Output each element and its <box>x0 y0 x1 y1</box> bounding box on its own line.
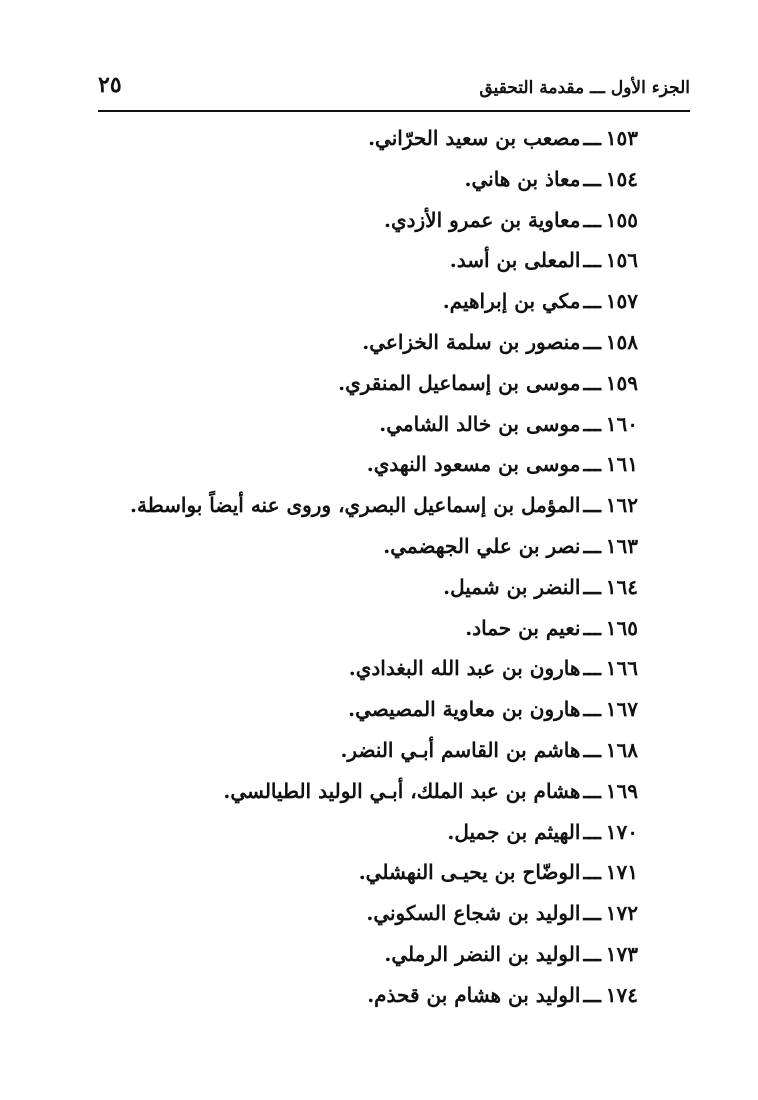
entry-dash: ـــ <box>583 207 601 232</box>
list-item <box>78 281 638 322</box>
entry-number: ١٦٧ <box>605 697 638 722</box>
entry-dash: ـــ <box>583 411 601 436</box>
entry-dash: ـــ <box>583 819 601 844</box>
entry-dash: ـــ <box>583 860 601 885</box>
entry-number: ١٦٦ <box>605 656 638 681</box>
entry-number: ١٦٨ <box>605 737 638 762</box>
entry-dash: ـــ <box>583 697 601 722</box>
entry-number: ١٥٣ <box>605 126 638 150</box>
list-item <box>78 444 638 485</box>
list-item <box>78 159 638 200</box>
entry-name: مكي بن إبراهيم. <box>442 289 581 314</box>
entry-dash: ـــ <box>583 615 601 640</box>
entry-number: ١٦١ <box>605 452 638 477</box>
entry-dash: ـــ <box>583 289 601 314</box>
entry-number: ١٧٤ <box>605 982 638 1007</box>
entry-number: ١٧٣ <box>605 941 638 966</box>
entry-dash: ـــ <box>583 126 601 150</box>
entry-number: ١٥٤ <box>605 166 638 191</box>
entry-number: ١٥٥ <box>605 207 638 232</box>
entry-dash: ـــ <box>583 370 601 395</box>
list-item <box>78 771 638 812</box>
header-rule <box>98 110 690 112</box>
entry-number: ١٦٣ <box>605 533 638 558</box>
entry-dash: ـــ <box>583 166 601 191</box>
entry-name: الوليد بن هشام بن قحذم. <box>367 982 581 1007</box>
entry-dash: ـــ <box>583 452 601 477</box>
entry-name: هشام بن عبد الملك، أبـي الوليد الطيالسي. <box>223 778 581 803</box>
entry-number: ١٧١ <box>605 860 638 885</box>
page-header <box>98 72 690 106</box>
running-title: الجزء الأول ـــ مقدمة التحقيق <box>479 78 690 98</box>
entry-name: المعلى بن أسد. <box>449 248 581 273</box>
entry-name: المؤمل بن إسماعيل البصري، وروى عنه أيضاً بواسطة. <box>130 493 581 518</box>
page-number: ٢٥ <box>98 72 122 98</box>
entry-name: مصعب بن سعيد الحرّاني. <box>368 126 581 150</box>
list-item <box>78 363 638 404</box>
entry-name: الهيثم بن جميل. <box>447 819 581 844</box>
entry-number: ١٦٩ <box>605 778 638 803</box>
entry-name: الوليد بن النضر الرملي. <box>384 941 581 966</box>
entry-dash: ـــ <box>583 941 601 966</box>
list-item <box>78 934 638 975</box>
list-item <box>78 322 638 363</box>
entry-dash: ـــ <box>583 574 601 599</box>
entry-dash: ـــ <box>583 982 601 1007</box>
entry-dash: ـــ <box>583 329 601 354</box>
list-item <box>78 852 638 893</box>
entry-number: ١٦٠ <box>605 411 638 436</box>
list-item <box>78 975 638 1016</box>
entry-name: موسى بن مسعود النهدي. <box>366 452 581 477</box>
entry-name: هارون بن عبد الله البغدادي. <box>348 656 581 681</box>
list-item <box>78 526 638 567</box>
entry-dash: ـــ <box>583 533 601 558</box>
list-item <box>78 812 638 853</box>
entry-name: معاوية بن عمرو الأزدي. <box>384 207 581 232</box>
list-item <box>78 200 638 241</box>
entry-name: معاذ بن هاني. <box>464 166 581 191</box>
entry-name: الوضّاح بن يحيـى النهشلي. <box>358 860 581 885</box>
entry-dash: ـــ <box>583 901 601 926</box>
entry-number: ١٥٧ <box>605 289 638 314</box>
entry-name: موسى بن إسماعيل المنقري. <box>338 370 581 395</box>
entry-name: هارون بن معاوية المصيصي. <box>348 697 581 722</box>
entry-number: ١٧٠ <box>605 819 638 844</box>
entry-number: ١٥٨ <box>605 329 638 354</box>
entry-dash: ـــ <box>583 778 601 803</box>
list-item <box>78 608 638 649</box>
entry-name: منصور بن سلمة الخزاعي. <box>362 329 581 354</box>
list-item <box>78 240 638 281</box>
list-item <box>78 648 638 689</box>
list-item <box>78 404 638 445</box>
entry-number: ١٥٦ <box>605 248 638 273</box>
narrator-list <box>78 118 638 1016</box>
entry-dash: ـــ <box>583 656 601 681</box>
list-item <box>78 689 638 730</box>
entry-name: هاشم بن القاسم أبـي النضر. <box>340 737 581 762</box>
entry-dash: ـــ <box>583 737 601 762</box>
entry-number: ١٧٢ <box>605 901 638 926</box>
entry-name: النضر بن شميل. <box>443 574 581 599</box>
entry-name: موسى بن خالد الشامي. <box>379 411 581 436</box>
entry-dash: ـــ <box>583 248 601 273</box>
entry-dash: ـــ <box>583 493 601 518</box>
entry-name: نصر بن علي الجهضمي. <box>383 533 581 558</box>
entry-number: ١٦٤ <box>605 574 638 599</box>
entry-number: ١٦٢ <box>605 493 638 518</box>
entry-name: الوليد بن شجاع السكوني. <box>366 901 581 926</box>
list-item <box>78 893 638 934</box>
entry-name: نعيم بن حماد. <box>465 615 581 640</box>
list-item <box>78 118 638 159</box>
entry-number: ١٥٩ <box>605 370 638 395</box>
entry-number: ١٦٥ <box>605 615 638 640</box>
list-item <box>78 730 638 771</box>
list-item <box>78 567 638 608</box>
list-item <box>78 485 638 526</box>
